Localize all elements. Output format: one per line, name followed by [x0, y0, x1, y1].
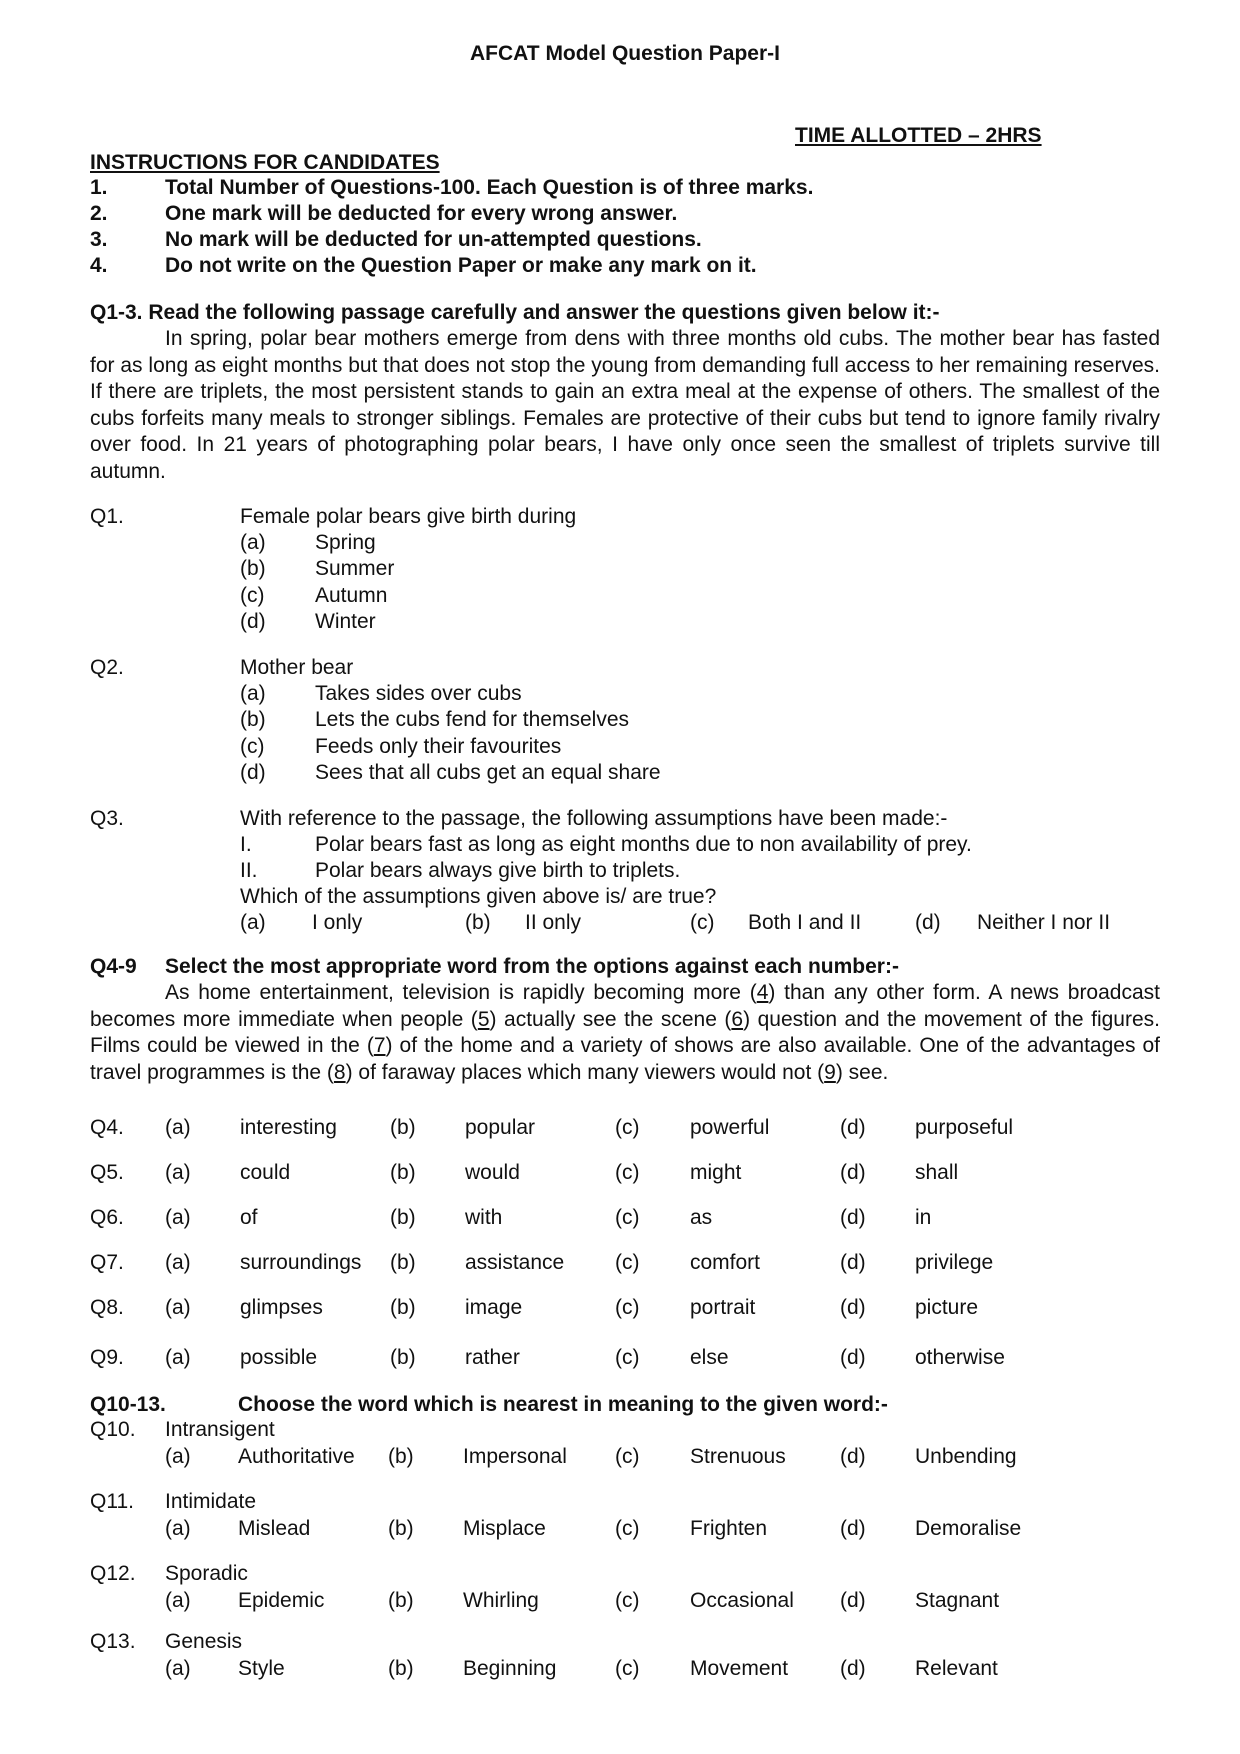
option-text: Strenuous: [690, 1445, 786, 1468]
option-text: Authoritative: [238, 1445, 355, 1468]
option-label: (c): [615, 1206, 640, 1229]
section-heading-text: Choose the word which is nearest in meaning to the given word:-: [238, 1393, 888, 1416]
option-label: (c): [615, 1251, 640, 1274]
option-text: Autumn: [315, 584, 388, 607]
option-label: (d): [840, 1116, 866, 1139]
option-text: Neither I nor II: [977, 911, 1111, 934]
cloze-question-row: [90, 1251, 1160, 1277]
instruction-number: 4.: [90, 254, 108, 277]
option-text: Epidemic: [238, 1589, 325, 1612]
option-label: (a): [240, 531, 266, 554]
assumption-text: Polar bears fast as long as eight months due to non availability of prey.: [315, 833, 972, 856]
option-label: (b): [390, 1161, 416, 1184]
option-label: (b): [390, 1251, 416, 1274]
passage-text: ) question and the movement of the figures. Films could be viewed in the (: [90, 1007, 1160, 1057]
option-label: (b): [390, 1206, 416, 1229]
option-label: (a): [165, 1346, 191, 1369]
option-label: (a): [165, 1657, 191, 1680]
option-label: (d): [240, 610, 266, 633]
question-text: Female polar bears give birth during: [240, 505, 577, 528]
option-text: picture: [915, 1296, 979, 1319]
question-q2: [90, 656, 1160, 682]
question-number: Q11.: [90, 1490, 134, 1513]
given-word: Sporadic: [165, 1562, 248, 1585]
cloze-question-row: [90, 1296, 1160, 1322]
question-number: Q2.: [90, 656, 124, 679]
instructions-heading: INSTRUCTIONS FOR CANDIDATES: [90, 151, 440, 174]
option-label: (a): [165, 1116, 191, 1139]
option-label: (a): [165, 1206, 191, 1229]
option-label: (c): [240, 735, 265, 758]
blank-number: 5: [477, 1007, 490, 1031]
option-text: Frighten: [690, 1517, 768, 1540]
option-label: (c): [615, 1589, 640, 1612]
option-text: might: [690, 1161, 742, 1184]
blank-number: 6: [731, 1007, 744, 1031]
option-row: [90, 557, 1160, 583]
question-number: Q12.: [90, 1562, 136, 1585]
assumption-row: [90, 859, 1160, 885]
assumption-row: [90, 833, 1160, 859]
section-label: Q10-13.: [90, 1393, 166, 1416]
cloze-question-row: [90, 1161, 1160, 1187]
option-row: [90, 584, 1160, 610]
option-label: (a): [165, 1517, 191, 1540]
synonym-question: [90, 1490, 1160, 1516]
option-text: else: [690, 1346, 729, 1369]
option-label: (b): [388, 1589, 414, 1612]
assumption-label: II.: [240, 859, 258, 882]
option-label: (c): [615, 1657, 640, 1680]
option-label: (a): [165, 1161, 191, 1184]
q3-prompt: [90, 885, 1160, 911]
option-text: Beginning: [463, 1657, 557, 1680]
assumption-label: I.: [240, 833, 252, 856]
option-label: (b): [390, 1296, 416, 1319]
option-text: Stagnant: [915, 1589, 1000, 1612]
option-text: II only: [525, 911, 582, 934]
reading-passage: In spring, polar bear mothers emerge from dens with three months old cubs. The mother bear has fasted for as long as eight months but that does not stop the young from demanding full access to her remaining reserves. If there are triplets, the most persistent stands to gain an extra meal at the expense of others. The smallest of the cubs forfeits many meals to stronger siblings. Females are protective of their cubs but tend to ignore family rivalry over food. In 21 years of photographing polar bears, I have only once seen the smallest of triplets survive till autumn.: [90, 327, 1160, 483]
option-text: could: [240, 1161, 291, 1184]
passage-text: As home entertainment, television is rapidly becoming more (: [165, 981, 757, 1004]
question-q1: [90, 505, 1160, 531]
question-number: Q3.: [90, 807, 124, 830]
option-label: (d): [840, 1517, 866, 1540]
option-label: (b): [388, 1517, 414, 1540]
option-label: (a): [165, 1445, 191, 1468]
option-text: would: [465, 1161, 520, 1184]
option-text: Style: [238, 1657, 285, 1680]
question-number: Q13.: [90, 1630, 136, 1653]
option-row: [90, 708, 1160, 734]
option-label: (d): [840, 1296, 866, 1319]
option-label: (a): [240, 911, 266, 934]
option-text: popular: [465, 1116, 536, 1139]
option-label: (d): [840, 1589, 866, 1612]
option-text: Movement: [690, 1657, 789, 1680]
blank-number: 7: [373, 1034, 386, 1057]
passage-text: ) see.: [835, 1060, 889, 1084]
question-number: Q9.: [90, 1346, 124, 1369]
option-text: Unbending: [915, 1445, 1017, 1468]
option-label: (d): [240, 761, 266, 784]
option-label: (c): [690, 911, 715, 934]
question-number: Q7.: [90, 1251, 124, 1274]
option-text: possible: [240, 1346, 318, 1369]
passage-text: ) of faraway places which many viewers would not (: [345, 1060, 825, 1084]
blank-number: 9: [824, 1060, 836, 1084]
section-heading-text: Select the most appropriate word from the options against each number:-: [165, 955, 899, 978]
blank-number: 8: [333, 1060, 346, 1084]
option-text: powerful: [690, 1116, 770, 1139]
option-label: (b): [388, 1445, 414, 1468]
option-text: Mislead: [238, 1517, 311, 1540]
given-word: Intransigent: [165, 1418, 275, 1441]
question-number: Q4.: [90, 1116, 124, 1139]
option-label: (c): [615, 1517, 640, 1540]
section-heading-text: Q1-3. Read the following passage carefully and answer the questions given below it:-: [90, 301, 940, 324]
option-row: [90, 531, 1160, 557]
option-text: Sees that all cubs get an equal share: [315, 761, 661, 784]
cloze-passage: [90, 980, 1160, 1086]
option-row: [90, 1589, 1160, 1615]
option-text: Spring: [315, 531, 376, 554]
option-row: [90, 610, 1160, 636]
option-label: (c): [615, 1346, 640, 1369]
option-label: (c): [615, 1116, 640, 1139]
option-text: otherwise: [915, 1346, 1005, 1369]
option-text: glimpses: [240, 1296, 323, 1319]
option-text: Feeds only their favourites: [315, 735, 562, 758]
option-label: (d): [840, 1657, 866, 1680]
option-label: (b): [240, 708, 266, 731]
option-text: interesting: [240, 1116, 337, 1139]
option-text: I only: [312, 911, 363, 934]
option-label: (a): [240, 682, 266, 705]
option-label: (d): [840, 1445, 866, 1468]
instruction-text: No mark will be deducted for un-attempted questions.: [165, 228, 702, 251]
option-text: image: [465, 1296, 523, 1319]
option-label: (d): [840, 1206, 866, 1229]
option-row: [90, 911, 1160, 937]
option-label: (d): [840, 1251, 866, 1274]
option-label: (c): [240, 584, 265, 607]
option-text: Occasional: [690, 1589, 794, 1612]
option-text: assistance: [465, 1251, 565, 1274]
option-label: (b): [388, 1657, 414, 1680]
option-label: (b): [240, 557, 266, 580]
option-text: Lets the cubs fend for themselves: [315, 708, 630, 731]
cloze-question-row: [90, 1116, 1160, 1142]
question-number: Q8.: [90, 1296, 124, 1319]
option-text: Relevant: [915, 1657, 998, 1680]
option-text: Misplace: [463, 1517, 546, 1540]
option-text: Summer: [315, 557, 395, 580]
option-text: as: [690, 1206, 713, 1229]
option-label: (c): [615, 1161, 640, 1184]
paper-title: AFCAT Model Question Paper-I: [470, 42, 780, 65]
option-text: Both I and II: [748, 911, 862, 934]
passage-text: ) of the home and a variety of shows are also available. One of the advantages of travel programmes is the (: [90, 1034, 1161, 1084]
option-text: purposeful: [915, 1116, 1014, 1139]
option-text: in: [915, 1206, 932, 1229]
synonym-question: [90, 1418, 1160, 1444]
instruction-number: 1.: [90, 176, 108, 199]
option-row: [90, 682, 1160, 708]
synonym-question: [90, 1562, 1160, 1588]
section-label: Q4-9: [90, 955, 137, 978]
cloze-question-row: [90, 1206, 1160, 1232]
option-text: rather: [465, 1346, 520, 1369]
option-row: [90, 1517, 1160, 1543]
option-row: [90, 761, 1160, 787]
option-text: Impersonal: [463, 1445, 567, 1468]
option-label: (d): [840, 1161, 866, 1184]
instruction-number: 3.: [90, 228, 108, 251]
option-text: with: [465, 1206, 503, 1229]
option-text: surroundings: [240, 1251, 362, 1274]
assumption-text: Polar bears always give birth to triplets.: [315, 859, 681, 882]
option-text: of: [240, 1206, 258, 1229]
option-label: (b): [390, 1346, 416, 1369]
option-text: portrait: [690, 1296, 756, 1319]
question-text: With reference to the passage, the following assumptions have been made:-: [240, 807, 948, 830]
instruction-number: 2.: [90, 202, 108, 225]
question-q3: [90, 807, 1160, 833]
option-label: (b): [465, 911, 491, 934]
synonym-question: [90, 1630, 1160, 1656]
option-label: (d): [915, 911, 941, 934]
instruction-text: One mark will be deducted for every wrong answer.: [165, 202, 678, 225]
instruction-text: Total Number of Questions-100. Each Question is of three marks.: [165, 176, 814, 199]
question-number: Q1.: [90, 505, 124, 528]
option-row: [90, 1445, 1160, 1471]
option-text: shall: [915, 1161, 959, 1184]
given-word: Intimidate: [165, 1490, 257, 1513]
question-number: Q5.: [90, 1161, 124, 1184]
option-label: (a): [165, 1296, 191, 1319]
option-label: (c): [615, 1445, 640, 1468]
given-word: Genesis: [165, 1630, 243, 1653]
option-label: (d): [840, 1346, 866, 1369]
instruction-text: Do not write on the Question Paper or make any mark on it.: [165, 254, 757, 277]
option-text: Demoralise: [915, 1517, 1022, 1540]
question-number: Q10.: [90, 1418, 136, 1441]
option-text: Takes sides over cubs: [315, 682, 522, 705]
blank-number: 4: [756, 981, 769, 1004]
option-row: [90, 735, 1160, 761]
question-text: Mother bear: [240, 656, 354, 679]
option-text: Whirling: [463, 1589, 539, 1612]
cloze-question-row: [90, 1346, 1160, 1372]
option-label: (a): [165, 1251, 191, 1274]
question-number: Q6.: [90, 1206, 124, 1229]
option-label: (a): [165, 1589, 191, 1612]
option-label: (b): [390, 1116, 416, 1139]
time-allotted: TIME ALLOTTED – 2HRS: [795, 124, 1042, 147]
option-row: [90, 1657, 1160, 1683]
option-label: (c): [615, 1296, 640, 1319]
option-text: comfort: [690, 1251, 761, 1274]
passage-text: ) actually see the scene (: [489, 1007, 732, 1031]
option-text: privilege: [915, 1251, 994, 1274]
option-text: Winter: [315, 610, 376, 633]
passage-text: ) than any other form. A news broadcast becomes more immediate when people (: [90, 981, 1160, 1031]
question-text: Which of the assumptions given above is/ are true?: [240, 885, 717, 908]
